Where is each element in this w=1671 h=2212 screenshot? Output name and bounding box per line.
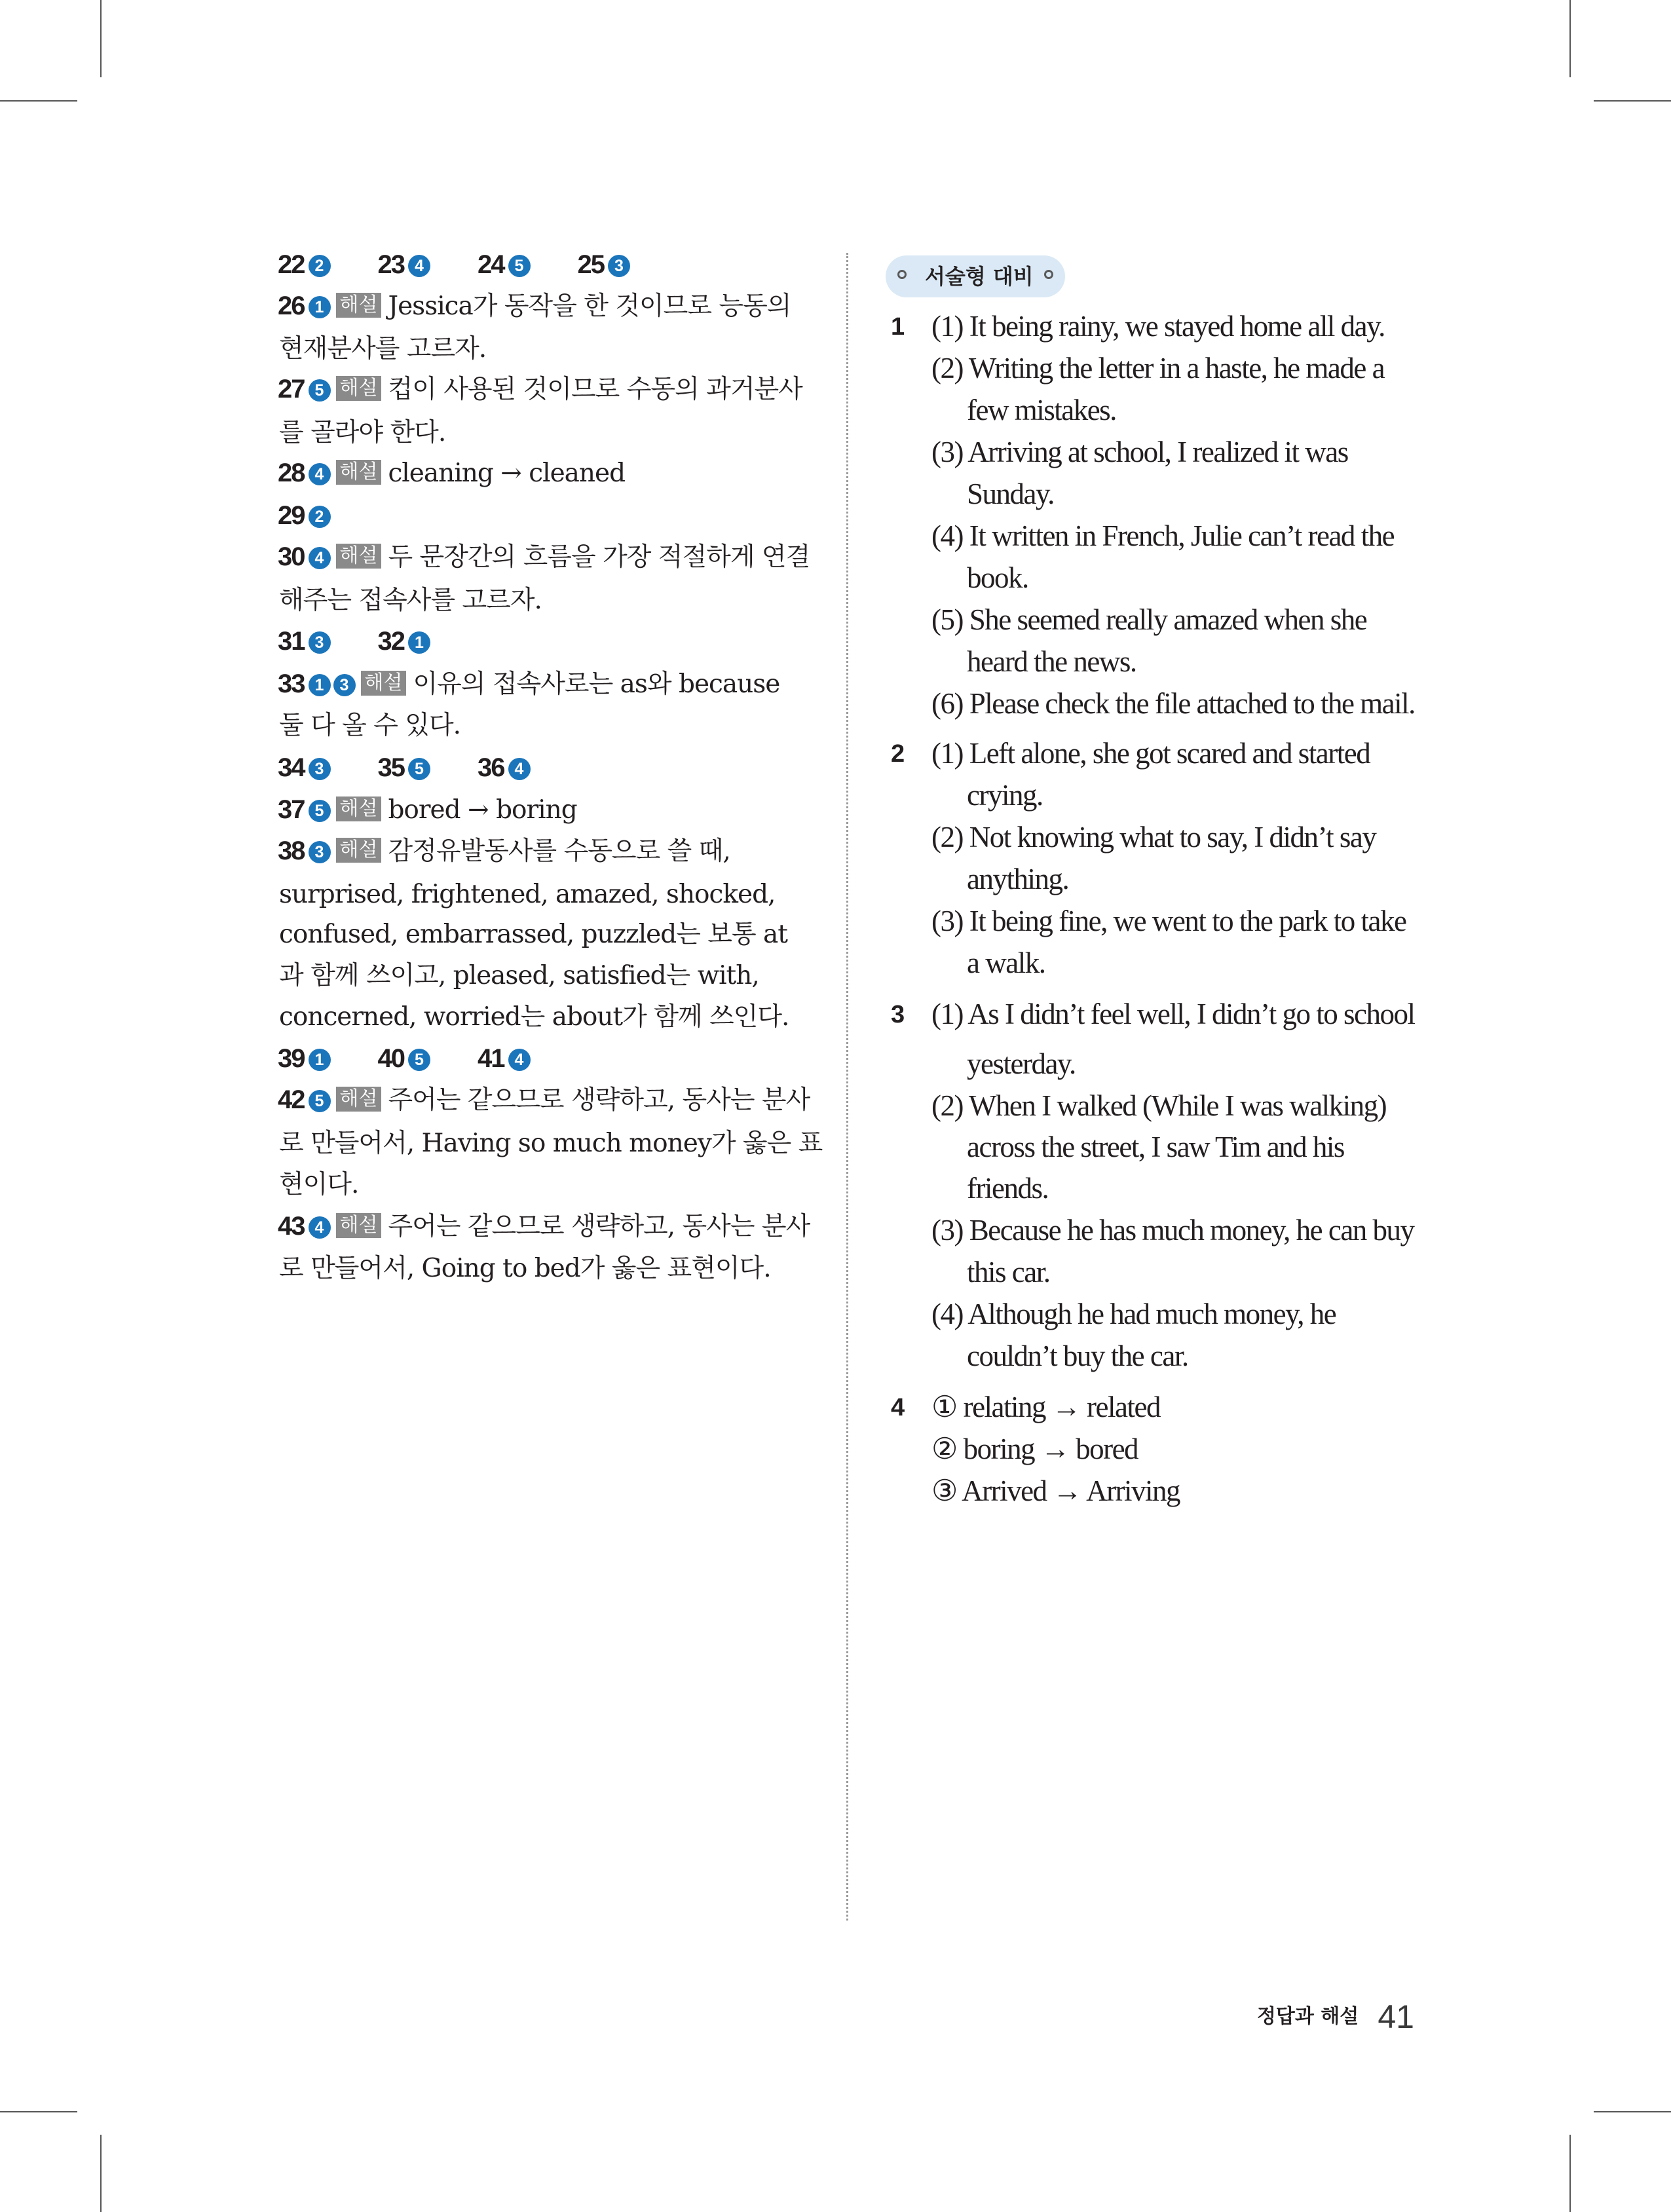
answer-text: (1) It being rainy, we stayed home all day. <box>931 310 1385 343</box>
answer-choice-badge: 5 <box>309 379 331 402</box>
answer-choice-badge: 4 <box>408 255 430 277</box>
answer-line <box>278 668 779 700</box>
answer-line <box>278 835 730 867</box>
explanation-text: 주어는 같으므로 생략하고, 동사는 분사 <box>388 1085 810 1115</box>
circle-bullet-icon <box>1044 270 1053 279</box>
answer-text: (4) It written in French, Julie can’t read the <box>931 519 1395 552</box>
answer-text: ① relating → related <box>931 1391 1160 1423</box>
answer-text: (1) As I didn’t feel well, I didn’t go to school <box>931 998 1415 1030</box>
answer-choice-badge: 3 <box>608 255 630 277</box>
explanation-text: concerned, worried는 about가 함께 쓰인다. <box>279 1002 789 1032</box>
question-number: 41 <box>478 1044 504 1073</box>
answer-text: anything. <box>967 863 1069 895</box>
explanation-line <box>279 333 486 365</box>
answer-text: friends. <box>967 1172 1049 1205</box>
explanation-line <box>279 878 775 910</box>
explanation-text: 과 함께 쓰이고, pleased, satisfied는 with, <box>279 961 759 990</box>
question-number: 28 <box>278 459 305 487</box>
crop-mark <box>1569 0 1571 77</box>
question-number: 4 <box>891 1394 905 1421</box>
question-number: 2 <box>891 740 905 768</box>
explanation-text: 로 만들어서, Having so much money가 옳은 표 <box>279 1129 823 1158</box>
explanation-tag: 해설 <box>336 460 382 485</box>
question-number: 34 <box>278 753 305 782</box>
answer-choice-badge: 4 <box>309 547 331 569</box>
question-number: 39 <box>278 1044 305 1073</box>
crop-mark <box>100 2135 102 2212</box>
answer-line <box>278 752 531 783</box>
answer-line <box>278 457 625 489</box>
answer-text: across the street, I saw Tim and his <box>967 1131 1344 1163</box>
explanation-text: 주어는 같으므로 생략하고, 동사는 분사 <box>388 1212 810 1241</box>
answer-text: (1) Left alone, she got scared and started <box>931 737 1370 770</box>
answer-choice-badge: 4 <box>309 1216 331 1239</box>
answer-text: this car. <box>967 1256 1050 1288</box>
answer-text: a walk. <box>967 947 1045 979</box>
answer-choice-badge: 1 <box>309 296 331 318</box>
answer-text: yesterday. <box>967 1047 1076 1080</box>
answer-choice-badge: 2 <box>309 255 331 277</box>
explanation-text: 둘 다 올 수 있다. <box>279 711 461 740</box>
explanation-line <box>279 417 445 449</box>
question-number: 3 <box>891 1001 905 1028</box>
explanation-text: cleaning → cleaned <box>388 459 626 488</box>
explanation-text: surprised, frightened, amazed, shocked, <box>279 880 776 909</box>
explanation-line <box>279 584 542 616</box>
answer-choice-badge: 5 <box>309 800 331 822</box>
answer-line <box>278 1210 810 1243</box>
answer-line <box>278 794 577 826</box>
answer-text: (3) Because he has much money, he can buy <box>931 1214 1414 1247</box>
answer-line <box>278 626 430 657</box>
explanation-line <box>279 1169 358 1201</box>
page-footer <box>1257 1998 1414 2036</box>
answer-text: (2) Writing the letter in a haste, he made a <box>931 352 1385 384</box>
answer-text: crying. <box>967 779 1043 812</box>
explanation-line <box>279 1127 822 1159</box>
circle-bullet-icon <box>897 270 907 279</box>
question-number: 36 <box>478 753 504 782</box>
explanation-tag: 해설 <box>336 797 382 821</box>
question-number: 43 <box>278 1212 305 1241</box>
answer-choice-badge: 3 <box>309 841 331 863</box>
question-number: 22 <box>278 250 305 279</box>
explanation-line <box>279 709 460 741</box>
question-number: 33 <box>278 669 305 698</box>
question-number: 23 <box>377 250 404 279</box>
explanation-tag: 해설 <box>336 293 382 318</box>
answer-line <box>278 1043 531 1074</box>
explanation-text: 해주는 접속사를 고르자. <box>279 586 542 615</box>
answer-text: (5) She seemed really amazed when she <box>931 603 1367 636</box>
explanation-text: 현재분사를 고르자. <box>279 334 487 364</box>
answer-line <box>278 373 802 405</box>
answer-choice-badge: 4 <box>508 1049 531 1071</box>
answer-choice-badge: 3 <box>333 674 356 696</box>
answer-choice-badge: 1 <box>309 674 331 696</box>
crop-mark <box>1569 2135 1571 2212</box>
question-number: 29 <box>278 501 305 530</box>
answer-text: book. <box>967 561 1028 594</box>
crop-mark <box>0 2111 77 2112</box>
explanation-tag: 해설 <box>336 376 382 401</box>
explanation-tag: 해설 <box>336 544 382 569</box>
answer-choice-badge: 5 <box>309 1090 331 1112</box>
question-number: 30 <box>278 542 305 571</box>
answer-text: (4) Although he had much money, he <box>931 1298 1336 1330</box>
explanation-line <box>279 918 787 950</box>
answer-text: few mistakes. <box>967 394 1116 426</box>
question-number: 25 <box>577 250 604 279</box>
explanation-text: Jessica가 동작을 한 것이므로 능동의 <box>388 291 791 321</box>
answer-choice-badge: 5 <box>408 1049 430 1071</box>
answer-choice-badge: 5 <box>508 255 531 277</box>
answer-choice-badge: 2 <box>309 506 331 528</box>
answer-text: ② boring → bored <box>931 1433 1138 1465</box>
explanation-line <box>279 1252 771 1284</box>
section-label: 서술형 대비 <box>925 264 1034 289</box>
crop-mark <box>1594 100 1671 102</box>
answer-text: (2) When I walked (While I was walking) <box>931 1089 1387 1122</box>
answer-line <box>278 500 331 531</box>
explanation-tag: 해설 <box>336 838 382 863</box>
question-number: 38 <box>278 836 305 865</box>
answer-text: couldn’t buy the car. <box>967 1340 1188 1372</box>
explanation-tag: 해설 <box>336 1213 382 1238</box>
answer-choice-badge: 1 <box>309 1049 331 1071</box>
explanation-tag: 해설 <box>361 671 407 696</box>
question-number: 24 <box>478 250 504 279</box>
answer-text: Sunday. <box>967 478 1054 510</box>
question-number: 42 <box>278 1085 305 1114</box>
answer-text: (2) Not knowing what to say, I didn’t say <box>931 821 1376 853</box>
answer-choice-badge: 5 <box>408 758 430 780</box>
crop-mark <box>0 100 77 102</box>
answer-choice-badge: 3 <box>309 631 331 654</box>
explanation-tag: 해설 <box>336 1087 382 1112</box>
question-number: 27 <box>278 375 305 403</box>
answer-text: heard the news. <box>967 645 1136 678</box>
answer-choice-badge: 4 <box>508 758 531 780</box>
crop-mark <box>100 0 102 77</box>
answer-text: (3) Arriving at school, I realized it was <box>931 436 1348 468</box>
crop-mark <box>1594 2111 1671 2112</box>
explanation-line <box>279 1001 789 1033</box>
explanation-line <box>279 960 759 992</box>
answer-choice-badge: 3 <box>309 758 331 780</box>
answer-text: ③ Arrived → Arriving <box>931 1474 1180 1507</box>
question-number: 35 <box>377 753 404 782</box>
explanation-text: 로 만들어서, Going to bed가 옳은 표현이다. <box>279 1254 771 1283</box>
footer-title: 정답과 해설 <box>1256 2005 1359 2028</box>
explanation-text: 컵이 사용된 것이므로 수동의 과거분사 <box>388 375 802 404</box>
question-number: 40 <box>377 1044 404 1073</box>
question-number: 31 <box>278 627 305 656</box>
explanation-text: 현이다. <box>279 1170 359 1199</box>
answer-choice-badge: 1 <box>408 631 430 654</box>
answer-text: (3) It being fine, we went to the park to take <box>931 905 1406 937</box>
answer-line <box>278 249 630 280</box>
answer-line <box>278 541 810 573</box>
question-number: 1 <box>891 313 905 341</box>
page-number: 41 <box>1378 1998 1414 2035</box>
explanation-text: 를 골라야 한다. <box>279 418 446 447</box>
section-header <box>886 255 1065 297</box>
question-number: 32 <box>377 627 404 656</box>
answer-line <box>278 290 791 322</box>
explanation-text: confused, embarrassed, puzzled는 보통 at <box>279 920 787 949</box>
explanation-text: bored → boring <box>388 795 577 825</box>
answer-text: (6) Please check the file attached to the mail. <box>931 687 1415 720</box>
answer-choice-badge: 4 <box>309 463 331 485</box>
explanation-text: 두 문장간의 흐름을 가장 적절하게 연결 <box>388 542 810 572</box>
question-number: 26 <box>278 291 305 320</box>
explanation-text: 이유의 접속사로는 as와 because <box>413 669 780 699</box>
answer-line <box>278 1084 810 1116</box>
question-number: 37 <box>278 795 305 824</box>
column-divider <box>846 253 848 1921</box>
explanation-text: 감정유발동사를 수동으로 쓸 때, <box>388 836 730 866</box>
